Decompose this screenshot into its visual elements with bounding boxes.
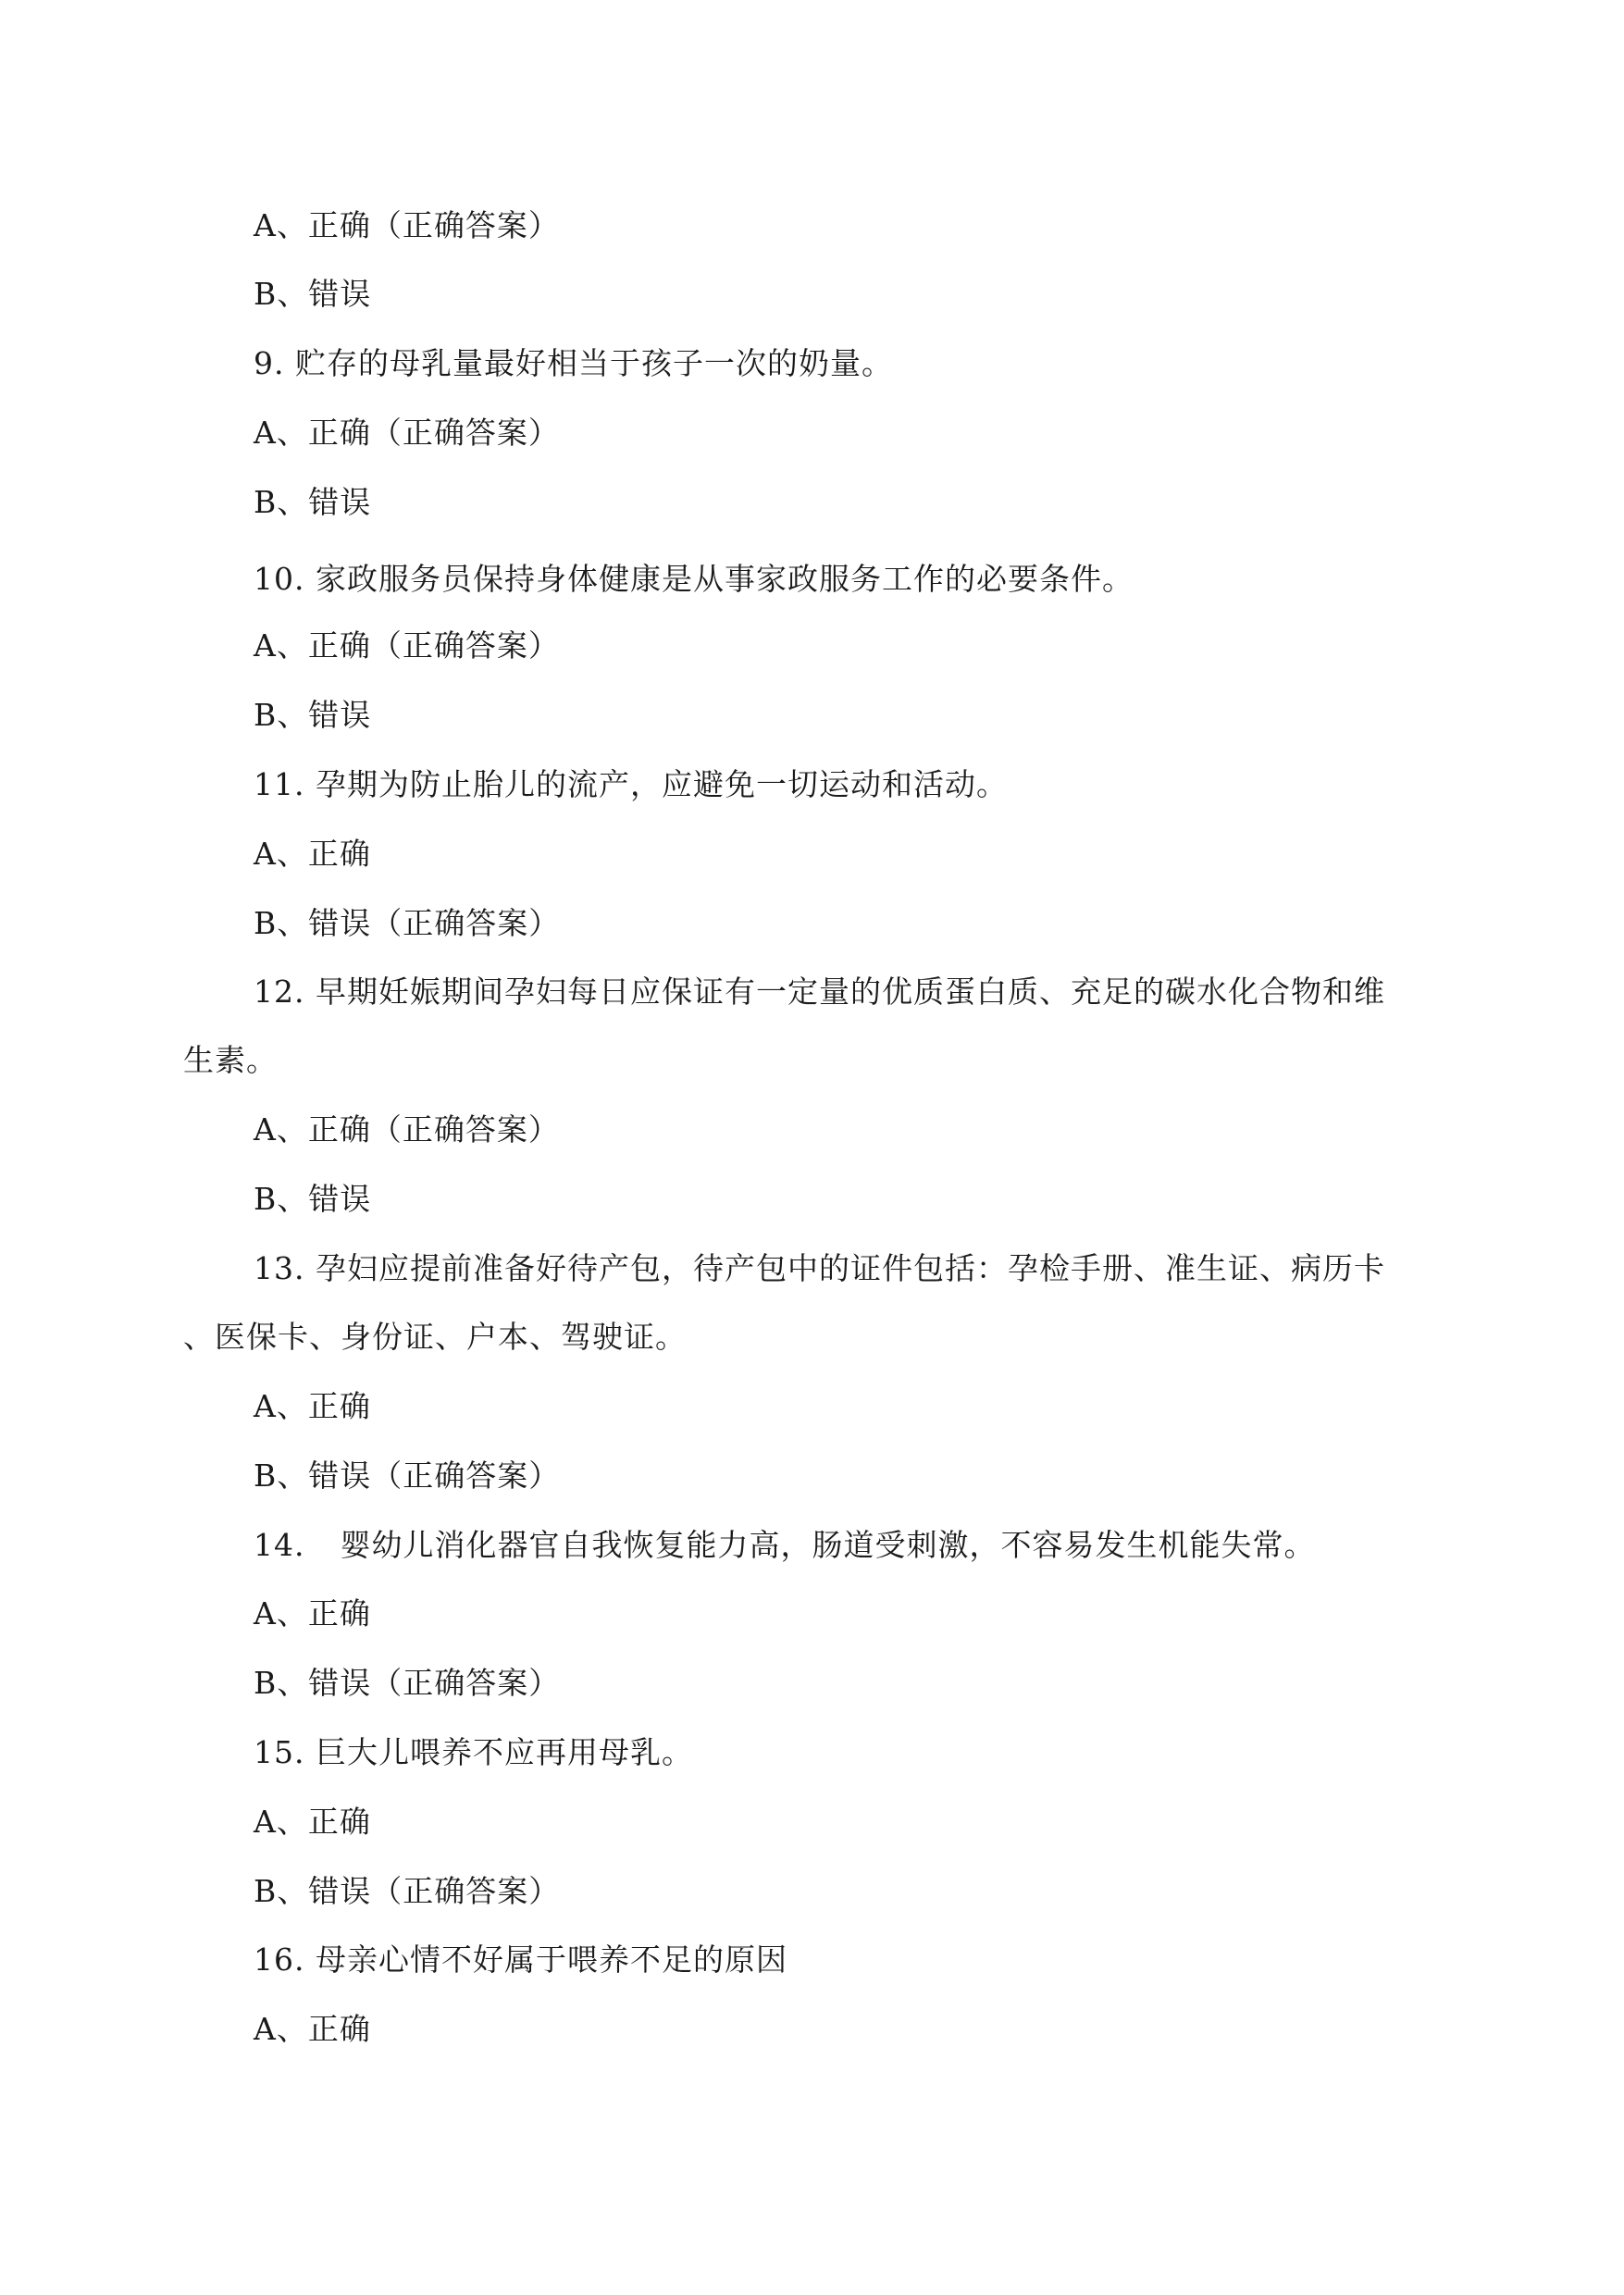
question-9: 9. 贮存的母乳量最好相当于孩子一次的奶量。 — [254, 345, 893, 381]
question-10: 10. 家政服务员保持身体健康是从事家政服务工作的必要条件。 — [254, 561, 1134, 597]
question-12-continuation: 生素。 — [183, 1042, 278, 1078]
option-a: A、正确 — [254, 836, 371, 872]
question-16: 16. 母亲心情不好属于喂养不足的原因 — [254, 1941, 787, 1978]
option-b: B、错误（正确答案） — [254, 905, 561, 941]
question-15: 15. 巨大儿喂养不应再用母乳。 — [254, 1734, 693, 1770]
option-b: B、错误 — [254, 697, 372, 733]
question-14 — [254, 1525, 1315, 1566]
question-12: 12. 早期妊娠期间孕妇每日应保证有一定量的优质蛋白质、充足的碳水化合物和维 — [254, 974, 1385, 1010]
option-a: A、正确 — [254, 1388, 371, 1424]
question-14-number: 14. — [254, 1527, 305, 1563]
option-b: B、错误（正确答案） — [254, 1665, 561, 1701]
option-a: A、正确（正确答案） — [254, 415, 560, 451]
option-b: B、错误 — [254, 1181, 372, 1217]
question-11: 11. 孕期为防止胎儿的流产，应避免一切运动和活动。 — [254, 766, 1008, 802]
option-a: A、正确（正确答案） — [254, 207, 560, 243]
question-13: 13. 孕妇应提前准备好待产包，待产包中的证件包括：孕检手册、准生证、病历卡 — [254, 1250, 1385, 1286]
option-a: A、正确 — [254, 2011, 371, 2047]
option-b: B、错误（正确答案） — [254, 1458, 561, 1494]
option-a: A、正确 — [254, 1595, 371, 1631]
option-b: B、错误 — [254, 484, 372, 520]
question-13-continuation: 、医保卡、身份证、户本、驾驶证。 — [183, 1319, 687, 1355]
option-b: B、错误 — [254, 276, 372, 312]
question-14-text: 婴幼儿消化器官自我恢复能力高，肠道受刺激，不容易发生机能失常。 — [340, 1527, 1316, 1563]
option-a: A、正确（正确答案） — [254, 627, 560, 664]
option-b: B、错误（正确答案） — [254, 1873, 561, 1909]
option-a: A、正确 — [254, 1804, 371, 1840]
option-a: A、正确（正确答案） — [254, 1111, 560, 1148]
